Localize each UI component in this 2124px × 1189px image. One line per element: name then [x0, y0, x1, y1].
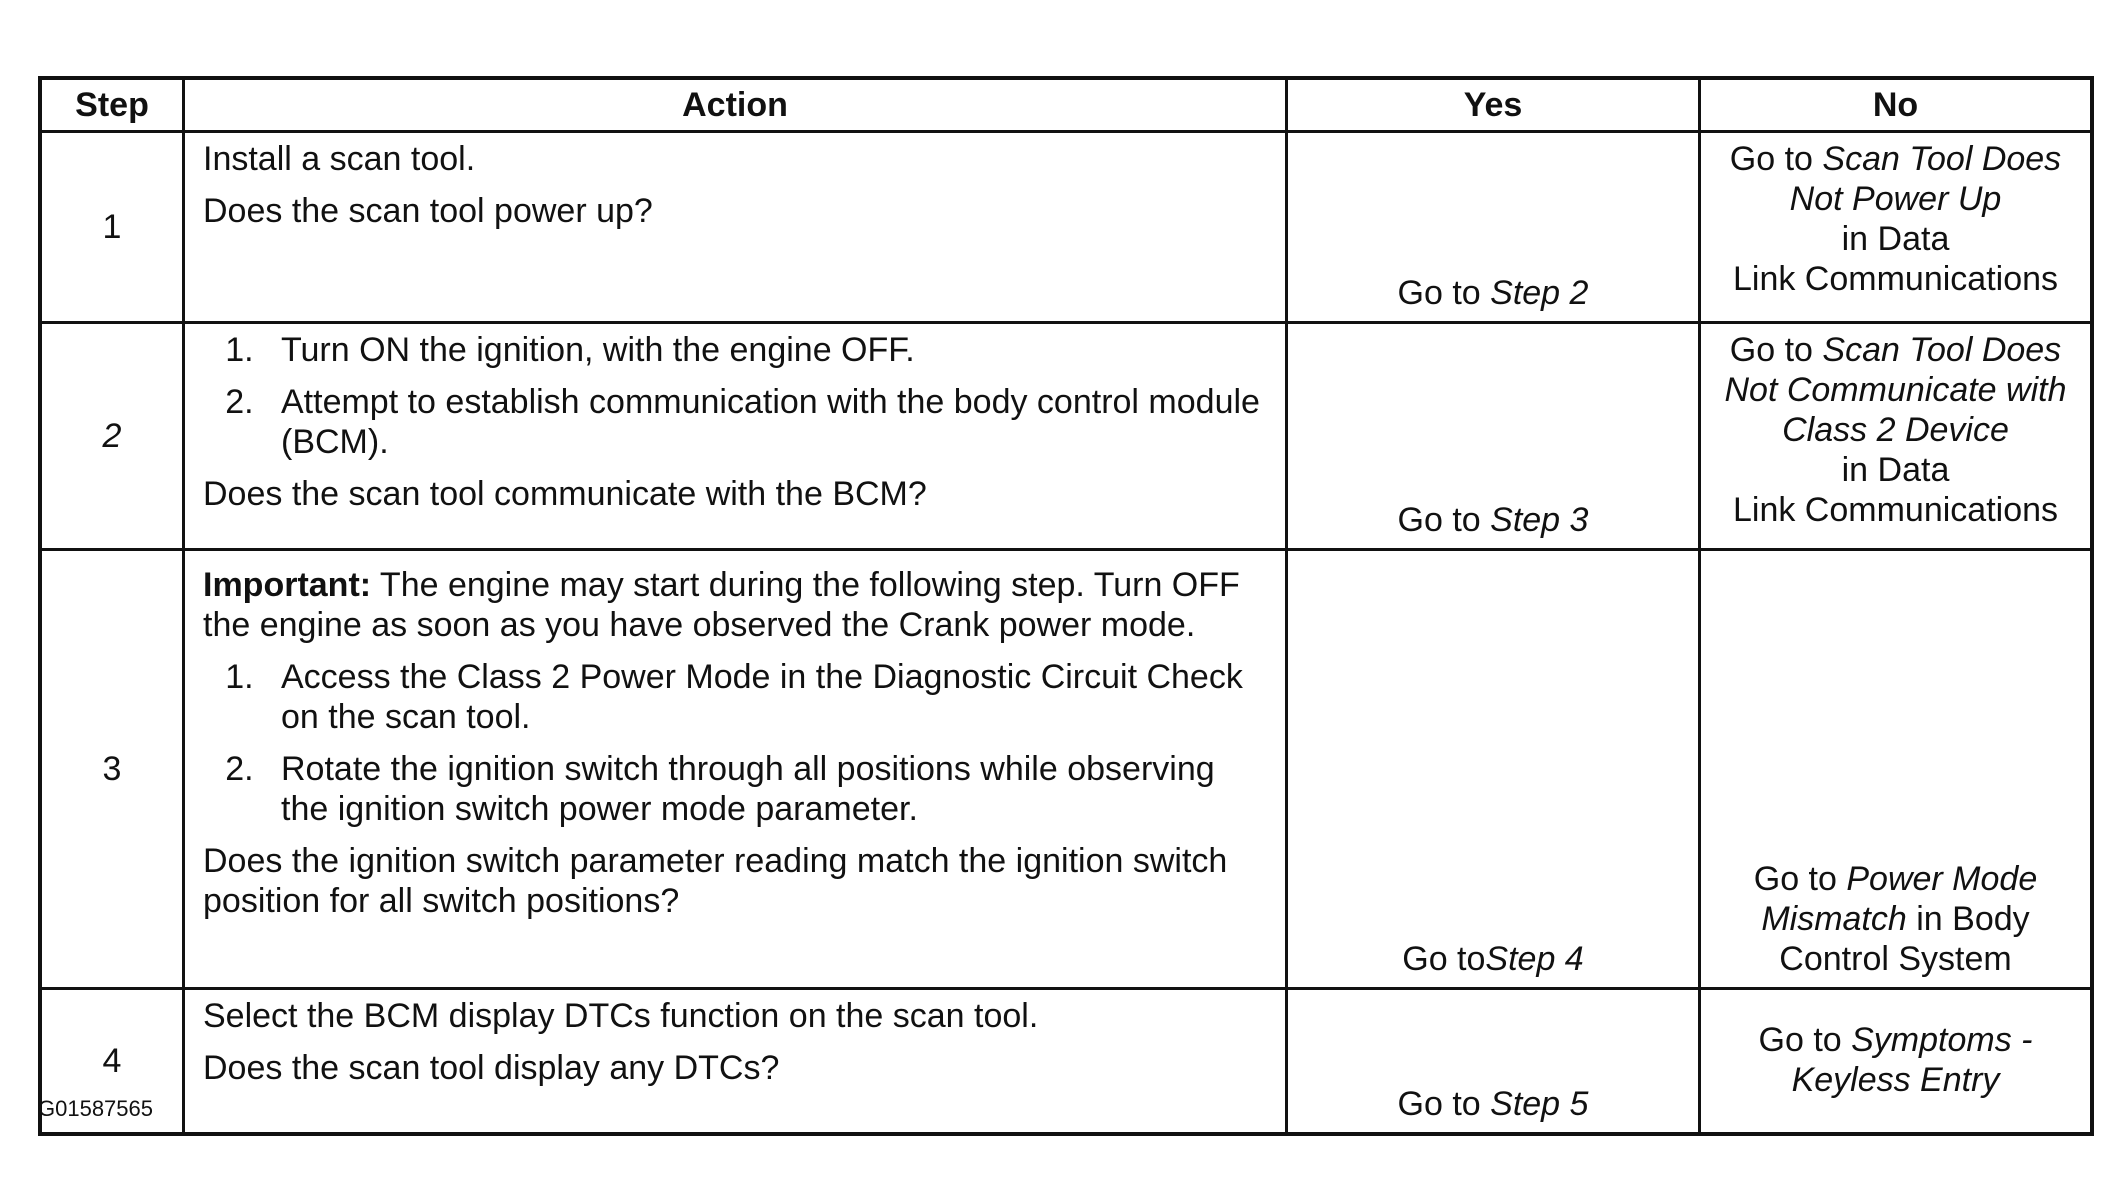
table-row — [40, 132, 2092, 323]
header-no: No — [1700, 78, 2093, 132]
yes-prefix: Go to — [1397, 1085, 1491, 1123]
step-number: 3 — [40, 550, 184, 989]
no-cell — [1700, 132, 2093, 323]
important-label: Important: — [203, 566, 372, 604]
yes-step-link[interactable]: Step 4 — [1485, 940, 1584, 978]
no-cell — [1700, 550, 2093, 989]
no-prefix: Go to — [1729, 140, 1823, 178]
no-suffix: in Body — [1906, 900, 2030, 938]
no-link[interactable]: Not Power Up — [1789, 180, 2002, 218]
yes-cell — [1287, 989, 1700, 1135]
action-cell — [184, 132, 1287, 323]
yes-cell — [1287, 550, 1700, 989]
header-yes: Yes — [1287, 78, 1700, 132]
no-prefix: Go to — [1729, 331, 1823, 369]
no-link[interactable]: Power Mode — [1846, 860, 2038, 898]
no-prefix: Go to — [1758, 1021, 1852, 1059]
list-item: 1. Turn ON the ignition, with the engine OFF. — [263, 330, 1267, 370]
action-cell — [184, 989, 1287, 1135]
no-prefix: Go to — [1753, 860, 1847, 898]
yes-prefix: Go to — [1397, 274, 1491, 312]
list-item: 2. Attempt to establish communication with the body control module (BCM). — [263, 382, 1267, 462]
action-question: Does the scan tool power up? — [203, 192, 653, 230]
action-steps-list — [203, 657, 1267, 829]
figure-id: G01587565 — [38, 1096, 153, 1121]
yes-step-link[interactable]: Step 5 — [1490, 1085, 1589, 1123]
table-header-row — [40, 78, 2092, 132]
header-step: Step — [40, 78, 184, 132]
action-steps-list — [203, 330, 1267, 462]
step-number: 2 — [40, 323, 184, 550]
important-note — [203, 565, 1267, 645]
action-text: Install a scan tool. — [203, 140, 476, 178]
list-item: 1. Access the Class 2 Power Mode in the Diagnostic Circuit Check on the scan tool. — [263, 657, 1267, 737]
yes-prefix: Go to — [1402, 940, 1486, 978]
no-suffix: in Data — [1841, 451, 1950, 489]
yes-prefix: Go to — [1397, 501, 1491, 539]
no-suffix: Link Communications — [1732, 260, 2059, 298]
no-suffix: Link Communications — [1732, 491, 2059, 529]
action-text: Select the BCM display DTCs function on the scan tool. — [203, 997, 1039, 1035]
no-link[interactable]: Keyless Entry — [1791, 1061, 2000, 1099]
important-text: The engine may start during the following step. Turn OFF the engine as soon as you have observed the Crank power mode. — [203, 566, 1240, 644]
no-suffix: in Data — [1841, 220, 1950, 258]
table-row — [40, 323, 2092, 550]
table-row — [40, 550, 2092, 989]
action-cell — [184, 550, 1287, 989]
list-item: 2. Rotate the ignition switch through all positions while observing the ignition switch power mode parameter. — [263, 749, 1267, 829]
action-question: Does the scan tool communicate with the BCM? — [203, 475, 927, 513]
action-question: Does the scan tool display any DTCs? — [203, 1049, 780, 1087]
yes-cell — [1287, 132, 1700, 323]
action-question: Does the ignition switch parameter reading match the ignition switch position for all switch positions? — [203, 842, 1228, 920]
no-cell — [1700, 323, 2093, 550]
yes-step-link[interactable]: Step 3 — [1490, 501, 1589, 539]
step-number: 1 — [40, 132, 184, 323]
no-link[interactable]: Not Communicate with — [1724, 371, 2067, 409]
no-link[interactable]: Mismatch — [1761, 900, 1907, 938]
diagnostic-table — [38, 76, 2094, 1136]
step-number: 4 — [40, 989, 184, 1135]
no-link[interactable]: Scan Tool Does — [1822, 140, 2062, 178]
yes-step-link[interactable]: Step 2 — [1490, 274, 1589, 312]
no-cell — [1700, 989, 2093, 1135]
no-suffix: Control System — [1779, 940, 2012, 978]
no-link[interactable]: Scan Tool Does — [1822, 331, 2062, 369]
table-row — [40, 989, 2092, 1135]
no-link[interactable]: Symptoms - — [1851, 1021, 2033, 1059]
header-action: Action — [184, 78, 1287, 132]
yes-cell — [1287, 323, 1700, 550]
action-cell — [184, 323, 1287, 550]
no-link[interactable]: Class 2 Device — [1782, 411, 2009, 449]
